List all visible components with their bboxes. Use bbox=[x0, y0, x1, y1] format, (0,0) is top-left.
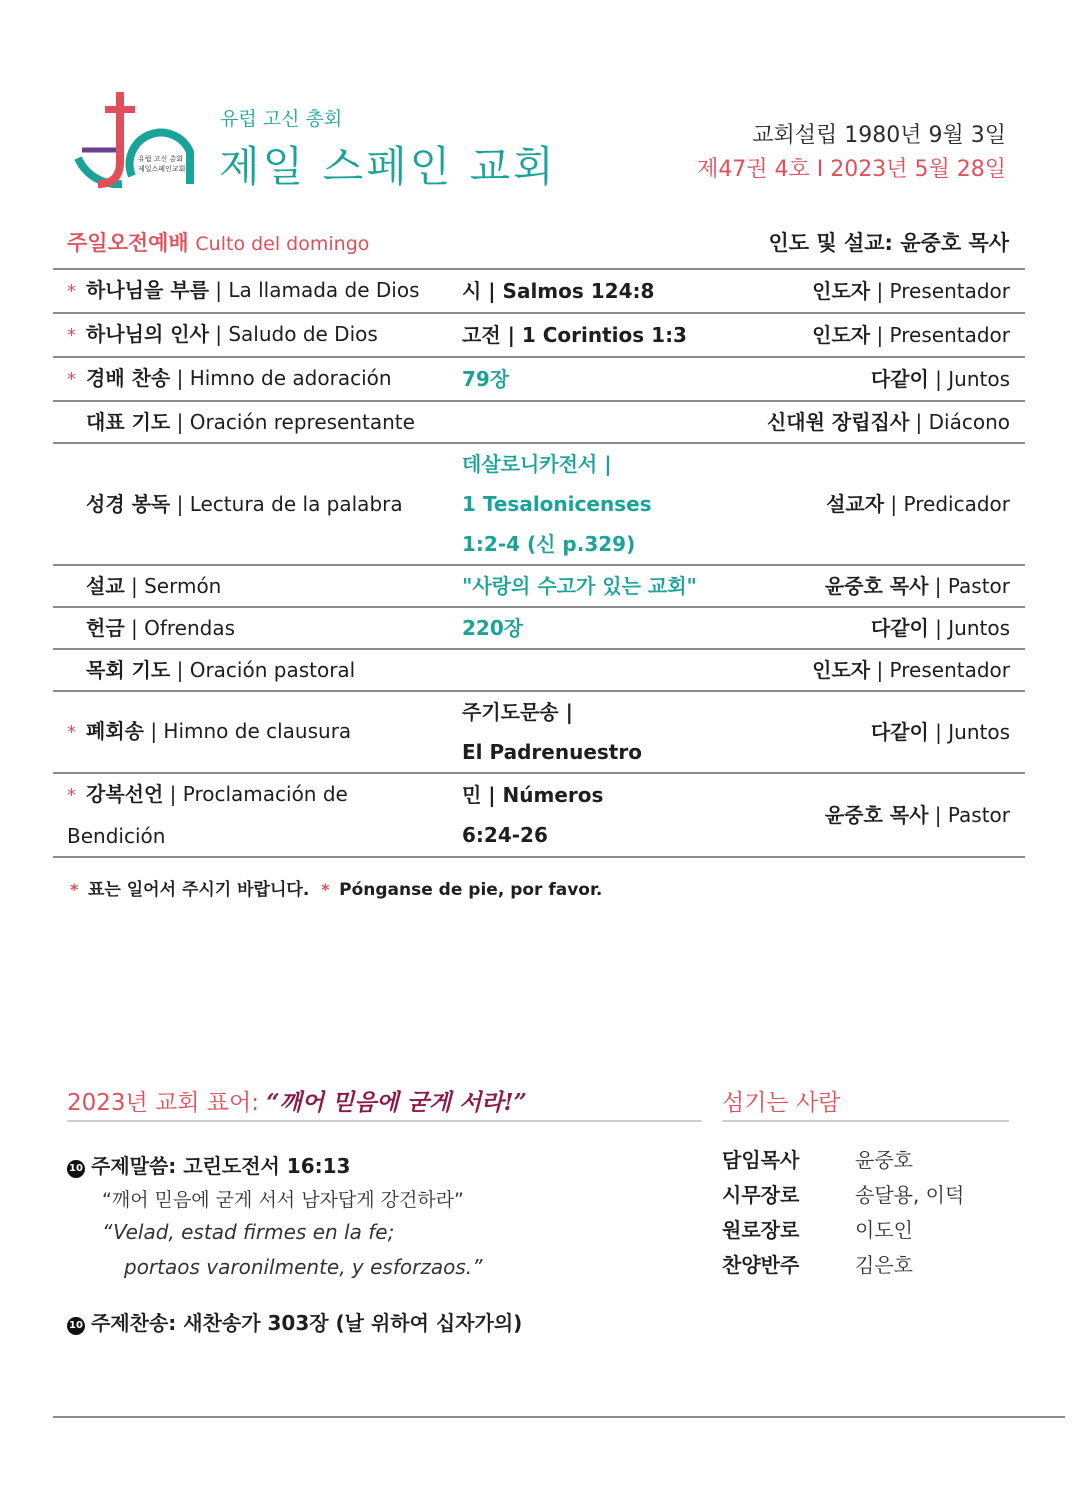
item-by-ko: 윤중호 목사 bbox=[824, 574, 929, 598]
item-name-es: | Saludo de Dios bbox=[208, 322, 378, 346]
church-logo bbox=[72, 92, 198, 190]
item-name-es: | Lectura de la palabra bbox=[170, 492, 403, 516]
stand-marker: * bbox=[67, 722, 76, 743]
item-name-ko: 강복선언 bbox=[86, 782, 164, 806]
theme-hymn-text: 주제찬송: 새찬송가 303장 (날 위하여 십자가의) bbox=[91, 1311, 523, 1335]
reference-line: 1:2-4 (신 p.329) bbox=[462, 532, 636, 556]
server-name: 송달용, 이덕 bbox=[855, 1183, 965, 1207]
divider bbox=[722, 1120, 1009, 1122]
theme-hymn bbox=[67, 1307, 522, 1336]
item-by-es: | Juntos bbox=[928, 367, 1010, 391]
item-by-es: | Pastor bbox=[928, 574, 1010, 598]
item-reference bbox=[462, 692, 752, 772]
stand-marker: * bbox=[321, 880, 330, 899]
item-reference bbox=[462, 444, 752, 564]
item-by-es: | Juntos bbox=[928, 720, 1010, 744]
service-title bbox=[67, 227, 369, 257]
org-name: 유럽 고신 총회 bbox=[220, 108, 343, 130]
item-name-ko: 하나님의 인사 bbox=[86, 322, 209, 346]
list-item bbox=[722, 1178, 964, 1213]
issue-info: 제47권 4호 I 2023년 5월 28일 bbox=[697, 157, 1006, 182]
reference-line: 6:24-26 bbox=[462, 823, 548, 847]
servers-list bbox=[722, 1143, 964, 1283]
service-title-ko: 주일오전예배 bbox=[67, 231, 189, 255]
servers-title: 섬기는 사람 bbox=[722, 1090, 841, 1116]
divider bbox=[53, 1416, 1065, 1418]
order-row bbox=[53, 650, 1025, 692]
item-by-ko: 다같이 bbox=[870, 720, 929, 744]
list-item bbox=[722, 1143, 964, 1178]
reference-line: 1 Tesalonicenses bbox=[462, 492, 652, 516]
item-name-es: | La llamada de Dios bbox=[208, 278, 420, 302]
item-name-ko: 목회 기도 bbox=[86, 658, 171, 682]
order-row bbox=[53, 692, 1025, 774]
server-role: 담임목사 bbox=[722, 1148, 800, 1172]
item-name-ko: 폐회송 bbox=[86, 719, 144, 743]
server-role: 찬양반주 bbox=[722, 1253, 800, 1277]
founded-date: 교회설립 1980년 9월 3일 bbox=[752, 123, 1006, 148]
item-by-ko: 다같이 bbox=[870, 616, 929, 640]
item-name-es: | Sermón bbox=[124, 574, 222, 598]
item-by-es: | Predicador bbox=[884, 492, 1010, 516]
item-by-es: | Presentador bbox=[870, 279, 1010, 303]
divider bbox=[67, 1120, 702, 1122]
number-bullet-icon: 10 bbox=[67, 1160, 85, 1178]
server-role: 시무장로 bbox=[722, 1183, 800, 1207]
theme-verse-ko: “깨어 믿음에 굳게 서서 남자답게 강건하라” bbox=[102, 1189, 464, 1211]
item-by-ko: 인도자 bbox=[812, 323, 871, 347]
item-by-es: | Presentador bbox=[870, 323, 1010, 347]
service-title-es: Culto del domingo bbox=[195, 233, 370, 255]
item-by-ko: 신대원 장립집사 bbox=[766, 410, 910, 434]
order-row bbox=[53, 774, 1025, 858]
item-by-es: | Diácono bbox=[909, 410, 1010, 434]
order-row bbox=[53, 402, 1025, 444]
reference-line: 민 | Números bbox=[462, 783, 604, 807]
order-row bbox=[53, 358, 1025, 402]
theme-verse-ref: 주제말씀: 고린도전서 16:13 bbox=[91, 1154, 351, 1178]
item-name-ko: 경배 찬송 bbox=[86, 366, 171, 390]
theme-verse-es-line1: “Velad, estad firmes en la fe; bbox=[102, 1220, 395, 1244]
stand-marker: * bbox=[67, 325, 76, 346]
motto-quote: “깨어 믿음에 굳게 서라!” bbox=[266, 1089, 527, 1116]
item-by-ko: 윤중호 목사 bbox=[824, 803, 929, 827]
server-name: 윤중호 bbox=[855, 1148, 913, 1172]
item-name-es: | Ofrendas bbox=[124, 616, 236, 640]
standing-note bbox=[70, 875, 602, 900]
list-item bbox=[722, 1213, 964, 1248]
motto-label: 2023년 교회 표어: bbox=[67, 1090, 267, 1116]
item-by-es: | Pastor bbox=[928, 803, 1010, 827]
note-ko: 표는 일어서 주시기 바랍니다. bbox=[88, 880, 310, 900]
logo-text-top: 유럽 고신 총회 bbox=[138, 155, 184, 163]
item-name-ko: 성경 봉독 bbox=[86, 492, 171, 516]
reference-line: El Padrenuestro bbox=[462, 740, 642, 764]
order-of-worship bbox=[53, 268, 1025, 858]
server-role: 원로장로 bbox=[722, 1218, 800, 1242]
sermon-title: "사랑의 수고가 있는 교회" bbox=[462, 574, 697, 598]
order-row bbox=[53, 270, 1025, 314]
stand-marker: * bbox=[67, 281, 76, 302]
stand-marker: * bbox=[67, 369, 76, 390]
item-name-es-cont: Bendición bbox=[67, 824, 166, 848]
item-name-es: | Himno de adoración bbox=[170, 366, 392, 390]
item-name-ko: 대표 기도 bbox=[86, 410, 171, 434]
stand-marker: * bbox=[70, 880, 79, 899]
item-reference: 시 | Salmos 124:8 bbox=[462, 279, 655, 303]
item-reference: 79장 bbox=[462, 367, 510, 391]
item-by-ko: 다같이 bbox=[870, 367, 929, 391]
stand-marker: * bbox=[67, 785, 76, 806]
list-item bbox=[722, 1248, 964, 1283]
item-name-es: | Oración representante bbox=[170, 410, 415, 434]
reference-line: 데살로니카전서 | bbox=[462, 452, 612, 476]
item-name-es: | Himno de clausura bbox=[143, 719, 352, 743]
item-name-ko: 하나님을 부름 bbox=[86, 278, 209, 302]
item-by-es: | Presentador bbox=[870, 658, 1010, 682]
theme-verse-es-line2: portaos varonilmente, y esforzaos.” bbox=[124, 1255, 483, 1279]
item-by-es: | Juntos bbox=[928, 616, 1010, 640]
server-name: 김은호 bbox=[855, 1253, 913, 1277]
item-name-ko: 헌금 bbox=[86, 616, 125, 640]
reference-line: 주기도문송 | bbox=[462, 700, 573, 724]
item-reference bbox=[462, 775, 752, 855]
order-row bbox=[53, 608, 1025, 650]
server-name: 이도인 bbox=[855, 1218, 913, 1242]
order-row bbox=[53, 566, 1025, 608]
item-name-ko: 설교 bbox=[86, 574, 125, 598]
number-bullet-icon: 10 bbox=[67, 1317, 85, 1335]
item-by-ko: 설교자 bbox=[826, 492, 885, 516]
item-reference: 220장 bbox=[462, 616, 524, 640]
item-reference: 고전 | 1 Corintios 1:3 bbox=[462, 323, 687, 347]
theme-verse-heading bbox=[67, 1150, 350, 1179]
motto-heading bbox=[67, 1084, 527, 1117]
service-leader: 인도 및 설교: 윤중호 목사 bbox=[768, 231, 1009, 255]
order-row bbox=[53, 444, 1025, 566]
logo-text-bottom: 제일스페인교회 bbox=[138, 165, 186, 173]
item-name-es: | Proclamación de bbox=[163, 782, 348, 806]
item-by-ko: 인도자 bbox=[812, 279, 871, 303]
item-name-es: | Oración pastoral bbox=[170, 658, 356, 682]
church-name: 제일 스페인 교회 bbox=[219, 142, 557, 191]
item-by-ko: 인도자 bbox=[812, 658, 871, 682]
order-row bbox=[53, 314, 1025, 358]
note-es: Pónganse de pie, por favor. bbox=[339, 880, 603, 900]
